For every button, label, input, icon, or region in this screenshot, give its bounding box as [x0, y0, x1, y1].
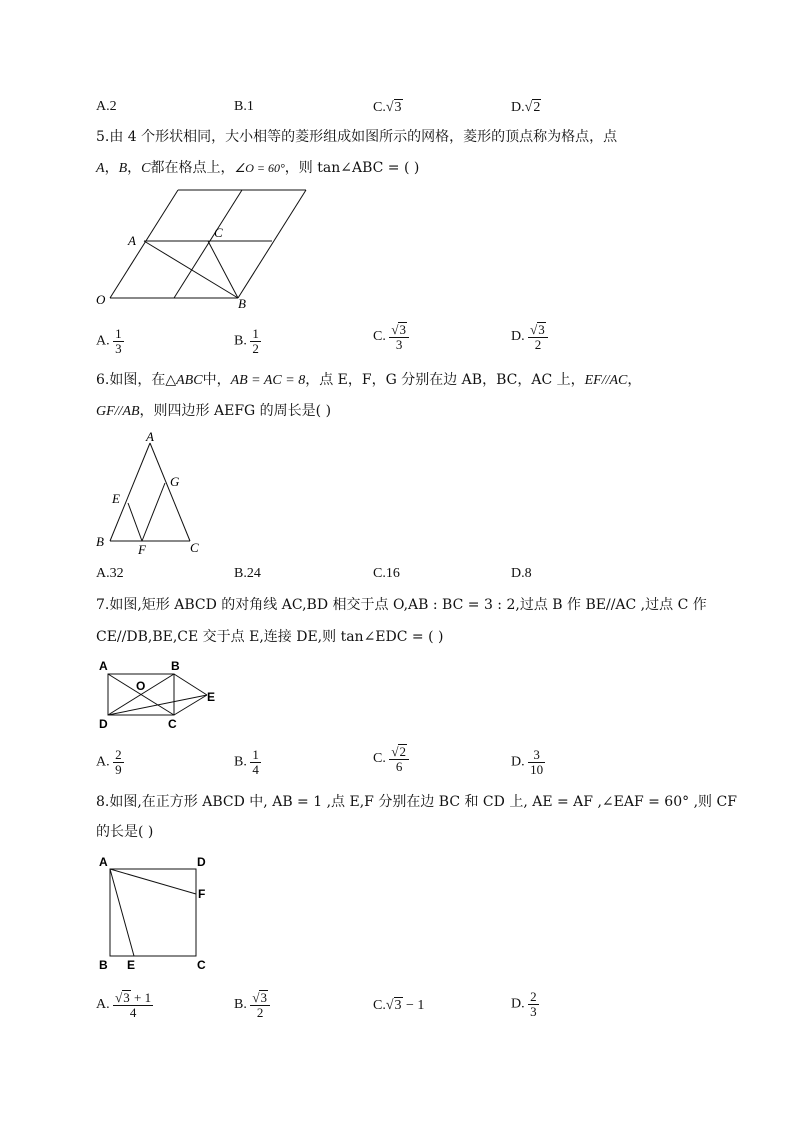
q8-label-F: F	[198, 887, 206, 901]
q6-label-B: B	[96, 534, 104, 549]
q4-option-c: C.√3	[373, 100, 402, 115]
q6-triangle-figure	[90, 428, 220, 558]
q6-label-F: F	[138, 542, 146, 557]
q7-label-C: C	[168, 717, 177, 731]
q8-label-D: D	[197, 855, 206, 869]
q6-label-A: A	[146, 429, 154, 444]
q8-option-c: C.√3 − 1	[373, 998, 425, 1013]
q5-stem-line2: A，B，C都在格点上，∠O = 60°，则 tan∠ABC = ( )	[96, 160, 420, 176]
q7-rectangle-figure	[94, 657, 224, 732]
q8-label-E: E	[127, 958, 136, 972]
q4-option-b: B.1	[234, 99, 254, 114]
q6-label-G: G	[170, 474, 180, 489]
q6-stem-line1: 6.如图，在△ABC中，AB = AC = 8，点 E，F，G 分别在边 AB，BC，AC 上，EF//AC，	[96, 372, 642, 388]
q6-option-c: C.16	[373, 566, 400, 581]
q7-stem-line1: 7.如图,矩形 ABCD 的对角线 AC,BD 相交于点 O,AB : BC = 3 : 2,过点 B 作 BE//AC ,过点 C 作	[96, 597, 707, 613]
q8-label-C: C	[197, 958, 206, 972]
q7-label-D: D	[99, 717, 108, 731]
q8-option-b: B. $\frac{√3}{2}$	[234, 990, 270, 1020]
q5-rhombus-grid-figure	[90, 184, 320, 314]
q5-option-a: A. $\frac{1}{3}$	[96, 326, 122, 356]
q7-option-c: C. $\frac{√2}{6}$	[373, 744, 409, 774]
q6-stem-line2: GF//AB，则四边形 AEFG 的周长是( )	[96, 403, 332, 419]
q8-label-B: B	[99, 958, 108, 972]
q8-stem-line1: 8.如图,在正方形 ABCD 中, AB = 1 ,点 E,F 分别在边 BC 和 CD 上, AE = AF ,∠EAF = 60° ,则 CF	[96, 794, 737, 810]
q8-stem-line2: 的长是( )	[96, 824, 154, 840]
q5-label-A: A	[128, 233, 136, 248]
q8-option-d: D. $\frac{2}{3}$	[511, 989, 537, 1019]
q8-square-figure	[94, 852, 219, 977]
q7-stem-line2: CE//DB,BE,CE 交于点 E,连接 DE,则 tan∠EDC = ( )	[96, 629, 444, 645]
q7-option-d: D. $\frac{3}{10}$	[511, 747, 544, 777]
q5-stem-line1: 5.由 4 个形状相同，大小相等的菱形组成如图所示的网格，菱形的顶点称为格点，点	[96, 129, 618, 145]
q4-option-a: A.2	[96, 99, 117, 114]
q6-label-E: E	[112, 491, 120, 506]
q5-label-C: C	[214, 225, 223, 240]
q7-label-E: E	[207, 690, 216, 704]
q7-label-B: B	[171, 659, 180, 673]
q7-label-O: O	[136, 679, 146, 693]
q4-option-d: D.√2	[511, 100, 541, 115]
q5-option-c: C. $\frac{√3}{3}$	[373, 322, 409, 352]
q6-label-C: C	[190, 540, 199, 555]
q5-label-O: O	[96, 292, 106, 307]
q7-option-a: A. $\frac{2}{9}$	[96, 747, 122, 777]
q5-option-b: B. $\frac{1}{2}$	[234, 326, 259, 356]
q5-option-d: D. $\frac{√3}{2}$	[511, 322, 548, 352]
q7-option-b: B. $\frac{1}{4}$	[234, 747, 259, 777]
q8-label-A: A	[99, 855, 108, 869]
q6-option-d: D.8	[511, 566, 532, 581]
q5-label-B: B	[238, 296, 246, 311]
q7-label-A: A	[99, 659, 108, 673]
q8-option-a: A. $\frac{√3 + 1}{4}$	[96, 990, 152, 1020]
q6-option-b: B.24	[234, 566, 261, 581]
q6-option-a: A.32	[96, 566, 124, 581]
